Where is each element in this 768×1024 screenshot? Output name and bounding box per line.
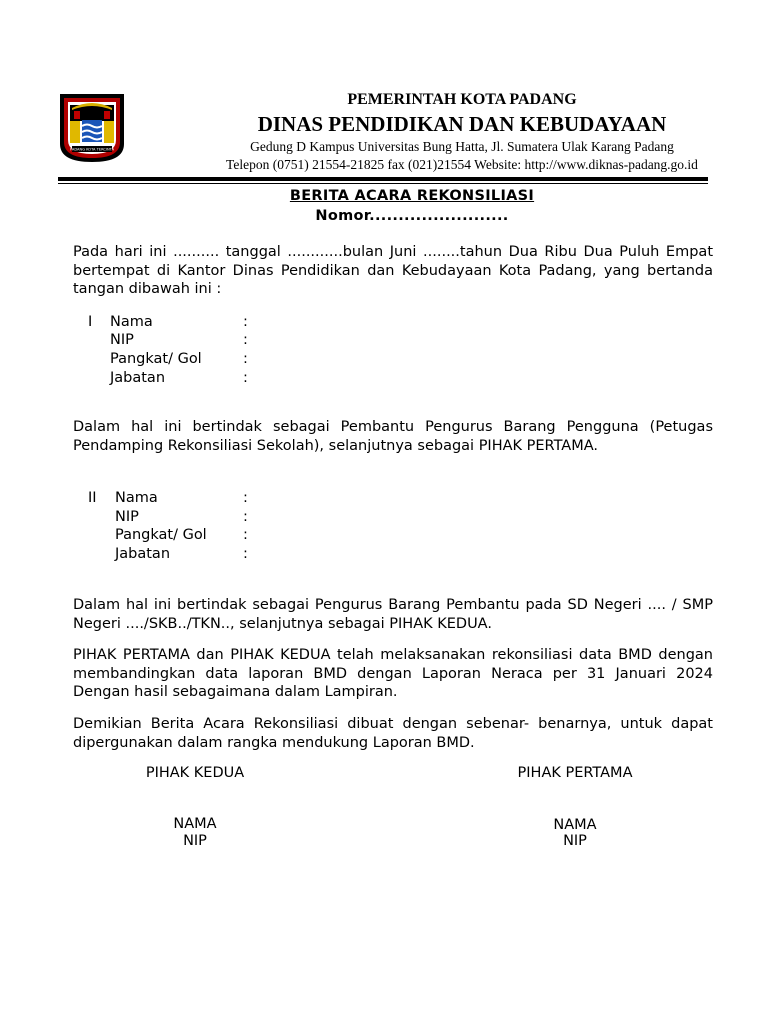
party2-role-paragraph: Dalam hal ini bertindak sebagai Pengurus Barang Pembantu pada SD Negeri .... / SMP Negeri ..../SKB../TKN.., selanjutnya sebagai PIHAK KEDUA. [73, 597, 713, 632]
party1-numeral: I [88, 314, 93, 330]
party2-colon-name: : [243, 490, 248, 506]
party1-colon-name: : [243, 314, 248, 330]
party2-field-nip: NIP [115, 509, 139, 525]
party1-colon-position: : [243, 370, 248, 386]
agency-contact: Telepon (0751) 21554-21825 fax (021)21554 Website: http://www.diknas-padang.go.id [226, 157, 698, 172]
signature-left-nip: NIP [183, 833, 207, 849]
party1-field-name: Nama [110, 314, 153, 330]
intro-paragraph: Pada hari ini .......... tanggal ............bulan Juni ........tahun Dua Ribu Dua Puluh Empat bertempat di Kantor Dinas Pendidikan dan Kebudayaan Kota Padang, yang bertanda tangan dibawah ini : [73, 244, 713, 297]
letterhead-divider-thin [58, 183, 708, 184]
letterhead-divider-thick [58, 177, 708, 181]
party2-numeral: II [88, 490, 97, 506]
closing-paragraph: Demikian Berita Acara Rekonsiliasi dibuat dengan sebenar- benarnya, untuk dapat dipergunakan dalam rangka mendukung Laporan BMD. [73, 716, 713, 751]
logo-banner-text: PADANG KOTA TERCINTA [69, 147, 115, 152]
party1-colon-rank: : [243, 351, 248, 367]
signature-right-name: NAMA [553, 817, 597, 833]
party2-colon-position: : [243, 546, 248, 562]
party2-colon-nip: : [243, 509, 248, 525]
party1-colon-nip: : [243, 332, 248, 348]
party1-field-nip: NIP [110, 332, 134, 348]
party2-field-name: Nama [115, 490, 158, 506]
agency-address: Gedung D Kampus Universitas Bung Hatta, Jl. Sumatera Ulak Karang Padang [250, 139, 674, 154]
document-title: BERITA ACARA REKONSILIASI [289, 188, 535, 204]
signature-right-role: PIHAK PERTAMA [517, 765, 633, 781]
party2-field-rank: Pangkat/ Gol [115, 527, 207, 543]
document-number: Nomor........................ [315, 208, 509, 224]
party1-field-rank: Pangkat/ Gol [110, 351, 202, 367]
city-emblem-logo [58, 92, 126, 164]
agency-name: DINAS PENDIDIKAN DAN KEBUDAYAAN [257, 112, 667, 136]
party2-field-position: Jabatan [115, 546, 171, 562]
government-name: PEMERINTAH KOTA PADANG [347, 91, 577, 108]
party1-field-position: Jabatan [110, 370, 166, 386]
signature-left-name: NAMA [173, 816, 217, 832]
party2-colon-rank: : [243, 527, 248, 543]
signature-left-role: PIHAK KEDUA [145, 765, 245, 781]
party1-role-paragraph: Dalam hal ini bertindak sebagai Pembantu Pengurus Barang Pengguna (Petugas Pendamping Rekonsiliasi Sekolah), selanjutnya sebagai PIHAK PERTAMA. [73, 419, 713, 454]
reconciliation-paragraph: PIHAK PERTAMA dan PIHAK KEDUA telah melaksanakan rekonsiliasi data BMD dengan membandingkan data laporan BMD dengan Laporan Neraca per 31 Januari 2024 Dengan hasil sebagaimana dalam Lampiran. [73, 647, 713, 700]
signature-right-nip: NIP [563, 833, 587, 849]
